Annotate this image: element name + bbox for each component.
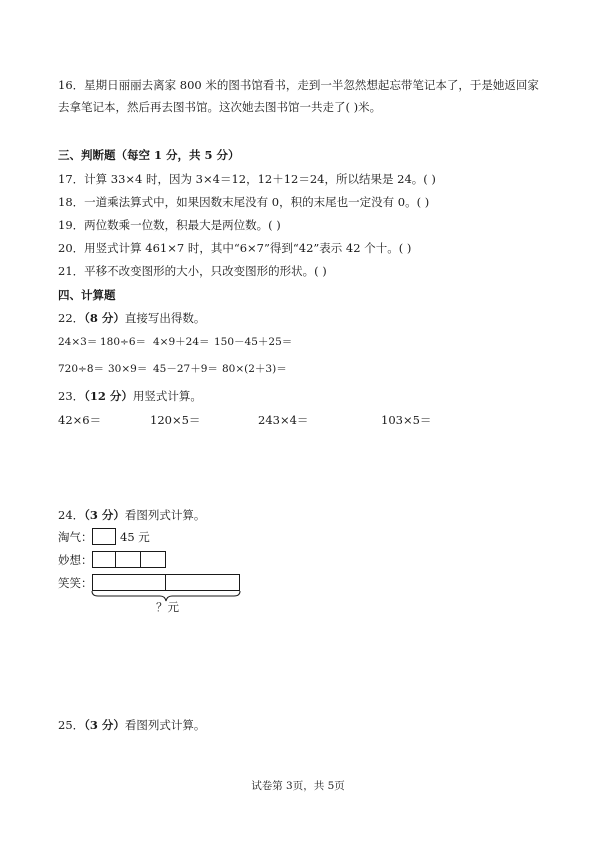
q25-heading <box>58 718 205 732</box>
label-taoqi: 淘气： <box>58 530 93 544</box>
taoqi-bar <box>92 528 116 545</box>
q17: 17．计算 33×4 时，因为 3×4＝12，12＋12＝24，所以结果是 24。( ) <box>58 172 436 186</box>
q22-r2-c1: 720÷8＝ <box>58 363 105 375</box>
section3-title: 三、判断题（每空 1 分，共 5 分） <box>58 148 240 162</box>
q24-number: 24． <box>58 508 85 522</box>
q23-points: （12 分） <box>84 389 133 403</box>
q23-item-1: 42×6＝ <box>58 413 102 427</box>
q23-item-2: 120×5＝ <box>150 413 201 427</box>
label-miaoxiang: 妙想： <box>58 553 93 567</box>
q23-item-4: 103×5＝ <box>381 413 432 427</box>
xiaoxiao-bar-segment <box>92 574 166 591</box>
miaoxiang-bar-segment <box>140 551 166 568</box>
xiaoxiao-bar-segment <box>165 574 240 591</box>
taoqi-value: 45 元 <box>120 530 150 544</box>
q18: 18．一道乘法算式中，如果因数末尾没有 0，积的末尾也一定没有 0。( ) <box>58 195 430 209</box>
q24-points: （3 分） <box>84 508 125 522</box>
q25-points: （3 分） <box>84 718 125 732</box>
miaoxiang-bar-segment <box>115 551 141 568</box>
total-question: ？元 <box>156 600 179 614</box>
q22-points: （8 分） <box>84 311 125 325</box>
q22-r2-c3: 45－27＋9＝ <box>153 363 218 375</box>
label-xiaoxiao: 笑笑： <box>58 576 93 590</box>
q22-number: 22． <box>58 311 85 325</box>
q16-line1: 16．星期日丽丽去离家 800 米的图书馆看书，走到一半忽然想起忘带笔记本了，于是她返回家 <box>58 78 539 92</box>
q20: 20．用竖式计算 461×7 时，其中“6×7”得到“42”表示 42 个十。( ) <box>58 241 412 255</box>
q21: 21．平移不改变图形的大小，只改变图形的形状。( ) <box>58 264 327 278</box>
miaoxiang-bar-segment <box>92 551 116 568</box>
q22-text: 直接写出得数。 <box>124 311 206 325</box>
q25-text: 看图列式计算。 <box>124 718 206 732</box>
q22-r1-c4: 150－45＋25＝ <box>214 336 293 348</box>
q22-r1-c3: 4×9＋24＝ <box>153 336 210 348</box>
q16-line2: 去拿笔记本，然后再去图书馆。这次她去图书馆一共走了( )米。 <box>58 100 382 114</box>
q19: 19．两位数乘一位数，积最大是两位数。( ) <box>58 218 281 232</box>
q25-number: 25． <box>58 718 85 732</box>
q23-number: 23． <box>58 389 85 403</box>
q22-heading <box>58 311 205 325</box>
q22-r1-c2: 180÷6＝ <box>100 336 147 348</box>
page-footer: 试卷第 3页，共 5页 <box>251 780 345 792</box>
q23-heading <box>58 389 202 403</box>
q22-r1-c1: 24×3＝ <box>58 336 98 348</box>
q24-text: 看图列式计算。 <box>124 508 206 522</box>
q24-heading <box>58 508 205 522</box>
q22-r2-c2: 30×9＝ <box>108 363 148 375</box>
q23-text: 用竖式计算。 <box>132 389 202 403</box>
q23-item-3: 243×4＝ <box>258 413 309 427</box>
q22-r2-c4: 80×(2＋3)＝ <box>222 363 287 375</box>
section4-title: 四、计算题 <box>58 288 116 302</box>
